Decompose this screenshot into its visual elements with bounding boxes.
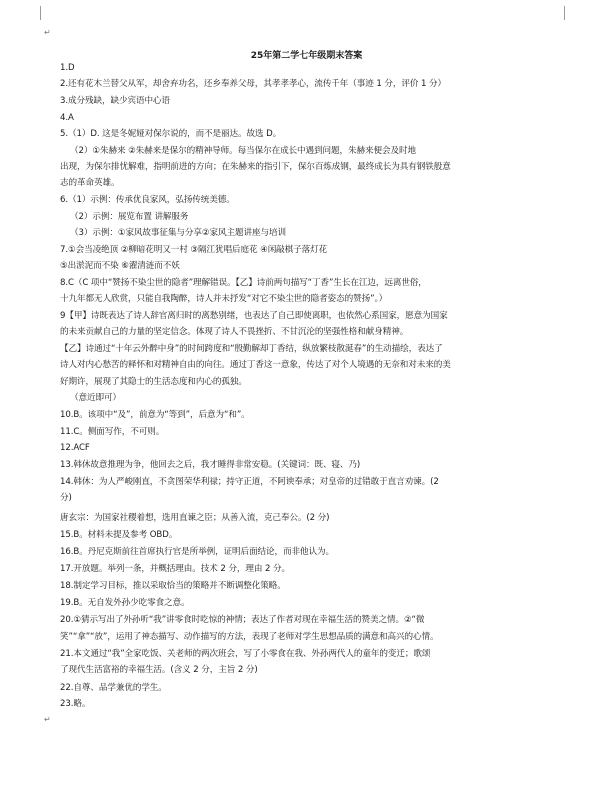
answer-line: 笑”“拿”“放”，运用了神态描写、动作描写的方法，表现了老师对学生思想品质的满意和高兴的心情。 (60, 632, 439, 642)
answer-line: （2）①朱赫来 ②朱赫来是保尔的精神导师。每当保尔在成长中遇到问题，朱赫来便会及时地 (70, 146, 416, 156)
answer-line: 4.A (60, 113, 74, 123)
answer-line: 【乙】诗通过“十年云外醉中身”的时间跨度和“殷勤解却丁香结，纵放繁枝散涎春”的生动描绘，表达了 (60, 344, 443, 354)
answer-line: 11.C。侧面写作，不可则。 (60, 427, 165, 437)
answer-line: 21.本文通过“我”全家吃饭、关老师的两次班会，写了小零食在我、外孙两代人的童年的变迁；歌颂 (60, 649, 431, 659)
answer-line: 16.B。丹尼克斯前往首席执行官是所举例，证明后面结论，而非他认为。 (60, 547, 334, 557)
answer-line: 出现，为保尔排忧解难，指明前进的方向；在朱赫来的指引下，保尔百炼成钢，最终成长为具有钢铁般意 (60, 162, 451, 172)
answer-line: 22.自尊、品学兼优的学生。 (60, 683, 167, 693)
answer-line: 17.开放题。举列一条，并概括理由。技术 2 分，理由 2 分。 (60, 564, 290, 574)
answer-line: 10.B。该项中“及”，前意为“等到”，后意为“和”。 (60, 410, 250, 420)
answer-line: 5.（1）D. 这是冬妮娅对保尔说的，而不是丽达。故选 D。 (60, 129, 282, 139)
answer-line: 志的革命英雄。 (60, 178, 120, 188)
crop-mark-left (40, 6, 41, 20)
answer-line: 7.①会当凌绝顶 ②柳暗花明又一村 ③隔江犹唱后庭花 ④闲敲棋子落灯花 (60, 245, 328, 255)
answer-line: 15.B。材料未提及参考 OBD。 (60, 530, 178, 540)
answer-line: 好期许，展现了其隐士的生活态度和内心的孤独。 (60, 377, 247, 387)
answer-line: 十九年都无人欣赏，只能自我陶醉，诗人并未抒发“对它不染尘世的隐者姿态的赞扬”。） (60, 294, 388, 304)
answer-line: 1.D (60, 63, 75, 73)
answer-line: 了现代生活富裕的幸福生活。(含义 2 分，主旨 2 分) (60, 665, 258, 675)
answer-line: （2）示例：展览布置 讲解服务 (70, 212, 189, 222)
answer-line: 唐玄宗：为国家社稷着想，选用直谏之臣；从善入流，克己奉公。(2 分) (60, 513, 330, 523)
answer-line: 的未来贡献自己的力量的坚定信念。体现了诗人不畏挫折、不甘沉沦的坚强性格和献身精神。 (60, 327, 409, 337)
paragraph-mark: ↵ (44, 715, 51, 724)
answer-line: 8.C（C 项中“赞扬不染尘世的隐者”理解错误。【乙】诗前两句描写“丁香”生长在江边，远离世俗， (60, 278, 427, 288)
paragraph-mark: ↵ (44, 28, 51, 37)
answer-line: 23.略。 (60, 699, 91, 709)
answer-line: 14.韩休：为人严峻刚直，不贪图荣华利禄；持守正道，不阿谀奉承；对皇帝的过错敢于直言劝谏。(2 (60, 477, 439, 487)
answer-line: 3.成分残缺，缺少宾语中心语 (60, 96, 170, 106)
answer-line: 分) (60, 493, 72, 503)
answer-line: 20.①猜示写出了外孙听“我”讲零食时吃惊的神情；表达了作者对现在幸福生活的赞美之情。②“微 (60, 615, 425, 625)
answer-line: （意近即可） (70, 393, 121, 403)
answer-line: 2.还有花木兰替父从军，却舍弃功名，还乡奉养父母，其孝孝孝心，流传千年（事迹 1 分，评价 1 分） (60, 79, 447, 89)
answer-line: 12.ACF (60, 443, 90, 453)
document-title: 25年第二学七年级期末答案 (250, 51, 363, 61)
crop-mark-right (564, 6, 565, 20)
answer-line: 19.B。无自发外孙少吃零食之意。 (60, 598, 190, 608)
answer-line: 13.韩休故意推理为争，他回去之后，我才睡得非常安稳。(关键词：既、寝、乃) (60, 460, 361, 470)
answer-line: 诗人对内心愁苦的释怀和对精神自由的向往。通过丁香这一意象，传达了对个人境遇的无奈和对未来的美 (60, 360, 451, 370)
answer-line: （3）示例：①家风故事征集与分享②家风主题讲座与培训 (70, 228, 286, 238)
answer-line: 9【甲】诗既表达了诗人辞官离归时的离愁别绪，也表达了自己即使离职，也依然心系国家，愿意为国家 (60, 311, 448, 321)
answer-line: 6.（1）示例：传承优良家风，弘扬传统美德。 (60, 195, 235, 205)
answer-line: ⑤出淤泥而不染 ⑥濯清涟而不妖 (60, 261, 180, 271)
answer-line: 18.制定学习目标，推以采取恰当的策略并不断调整化策略。 (60, 581, 286, 591)
